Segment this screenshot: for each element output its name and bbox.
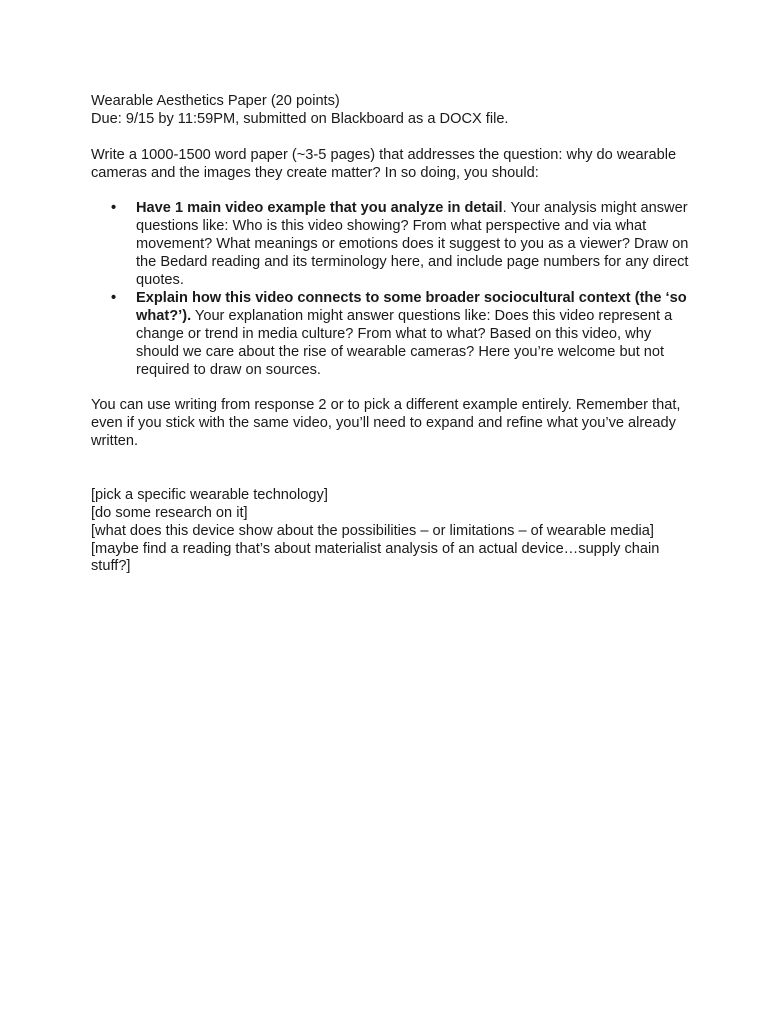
due-line: Due: 9/15 by 11:59PM, submitted on Blackboard as a DOCX file. <box>91 110 509 127</box>
bullet-bold-text: Explain how this video connects to some broader sociocultural context (the ‘so what?’). <box>136 289 687 324</box>
note-line: [pick a specific wearable technology] <box>91 486 328 503</box>
bullet-bold-text: Have 1 main video example that you analyze in detail <box>136 200 503 217</box>
note-line: [maybe find a reading that’s about materialist analysis of an actual device…supply chain stuff?] <box>91 540 660 575</box>
paragraph-gap <box>91 183 691 201</box>
note-line: [do some research on it] <box>91 504 248 521</box>
bullet-text: Your explanation might answer questions like: Does this video represent a change or trend in media culture? From what to what? Based on this video, why should we care about the rise of wearable cameras? Here you’re welcome but not required to draw on sources. <box>136 307 673 378</box>
bullet-icon: • <box>111 200 117 217</box>
note-line: [what does this device show about the possibilities – or limitations – of wearable media] <box>91 522 654 539</box>
list-item <box>91 200 691 290</box>
paragraph-gap <box>91 451 691 469</box>
bullet-icon: • <box>111 289 117 306</box>
closing-paragraph: You can use writing from response 2 or to pick a different example entirely. Remember that, even if you stick with the same video, you’ll need to expand and refine what you’ve already written. <box>91 397 681 450</box>
document-body <box>91 93 691 576</box>
paragraph-gap <box>91 469 691 487</box>
paragraph-gap <box>91 129 691 147</box>
requirements-list <box>91 200 691 379</box>
intro-paragraph: Write a 1000-1500 word paper (~3-5 pages) that addresses the question: why do wearable cameras and the images they create matter? In so doing, you should: <box>91 146 677 181</box>
document-title: Wearable Aesthetics Paper (20 points) <box>91 93 340 109</box>
paragraph-gap <box>91 379 691 397</box>
list-item <box>91 290 691 380</box>
bullet-text: . Your analysis might answer questions like: Who is this video showing? From what perspective and via what movement? What meanings or emotions does it suggest to you as a viewer? Draw on the Bedard reading and its terminology here, and include page numbers for any direct quotes. <box>136 200 689 289</box>
